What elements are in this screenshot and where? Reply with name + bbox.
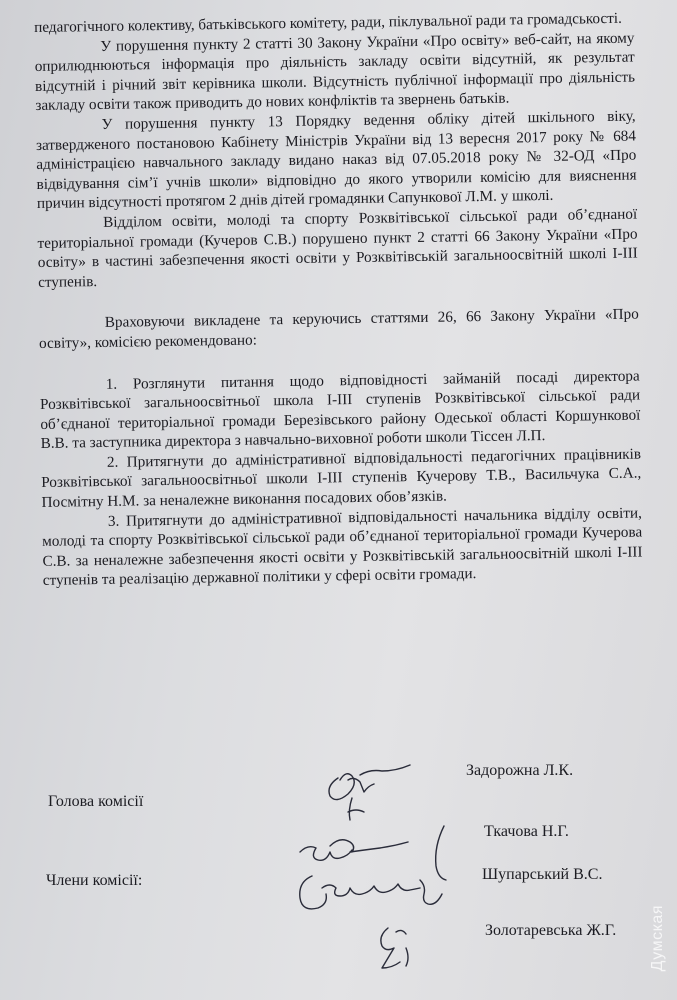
recommendation-item-2: 2. Притягнути до адміністративної відповідальності педагогічних працівників Розквітівської загальноосвітньої школи І-ІІІ ступенів Кучерову Т.В., Васильчука С.А., Посмітну Н.М. за неналежне виконання посадових обов’язків.	[41, 445, 642, 512]
paragraph-recommendations-intro: Враховуючи викладене та керуючись статтями 26, 66 Закону України «Про освіту», комісією рекомендовано:	[38, 305, 639, 352]
paragraph-department-violation: Відділом освіти, молоді та спорту Розквітівської сільської ради об’єднаної територіальної громади (Кучеров С.В.) порушено пункт 2 статті 66 Закону України «Про освіту» в частині забезпечення якості освіти у Розквітівській загальноосвітній школі І-ІІІ ступенів.	[37, 205, 638, 291]
member-name-2: Шупарський В.С.	[482, 866, 603, 883]
paragraph-website-violation: У порушення пункту 2 статті 30 Закону України «Про освіту» веб-сайт, на якому оприлюднюються інформація про діяльність закладу освіти відсутній, як результат відсутній і річний звіт керівника школи. Відсутність публічної інформації про діяльність закладу освіти також приводить до нових конфліктів та звернень батьків.	[34, 29, 636, 115]
chair-name: Задорожна Л.К.	[466, 762, 574, 779]
member-name-1: Ткачова Н.Г.	[484, 823, 569, 840]
members-label: Члени комісії:	[46, 872, 143, 889]
member-name-3: Золотаревська Ж.Г.	[485, 922, 617, 939]
recommendation-item-3: 3. Притягнути до адміністративної відповідальності начальника відділу освіти, молоді та спорту Розквітівської сільської ради об’єднаної територіальної громади Кучерова С.В. за неналежне забезпечення якості освіти у Розквітівській загальноосвітній школі І-ІІІ ступенів та реалізацію державної політики у сфері освіти громади.	[42, 504, 643, 590]
paragraph-continuation: педагогічного колективу, батьківського комітету, ради, піклувальної ради та громадськості.	[34, 9, 622, 36]
chair-label: Голова комісії	[48, 793, 144, 810]
watermark-text: Думская	[649, 905, 666, 972]
recommendation-item-1: 1. Розглянути питання щодо відповідності займаній посаді директора Розквітівської загальноосвітньої школа І-ІІІ ступенів Розквітівської сільської ради об’єднаної територіальної громади Березівського району Одеської області Коршункової В.В. та заступника директора з навчально-виховної роботи школи Тіссен Л.П.	[39, 367, 641, 453]
paragraph-attendance-violation: У порушення пункту 13 Порядку ведення обліку дітей шкільного віку, затвердженого постановою Кабінету Міністрів України від 13 вересня 2017 року № 684 адміністрацією навчального закладу видано наказ від 07.05.2018 року № 32-ОД «Про відвідування сім’ї учнів школи» відповідно до якого утворили комісію для вияснення причин відсутності протягом 2 днів дітей громадянки Сапункової Л.М. у школі.	[35, 107, 637, 213]
